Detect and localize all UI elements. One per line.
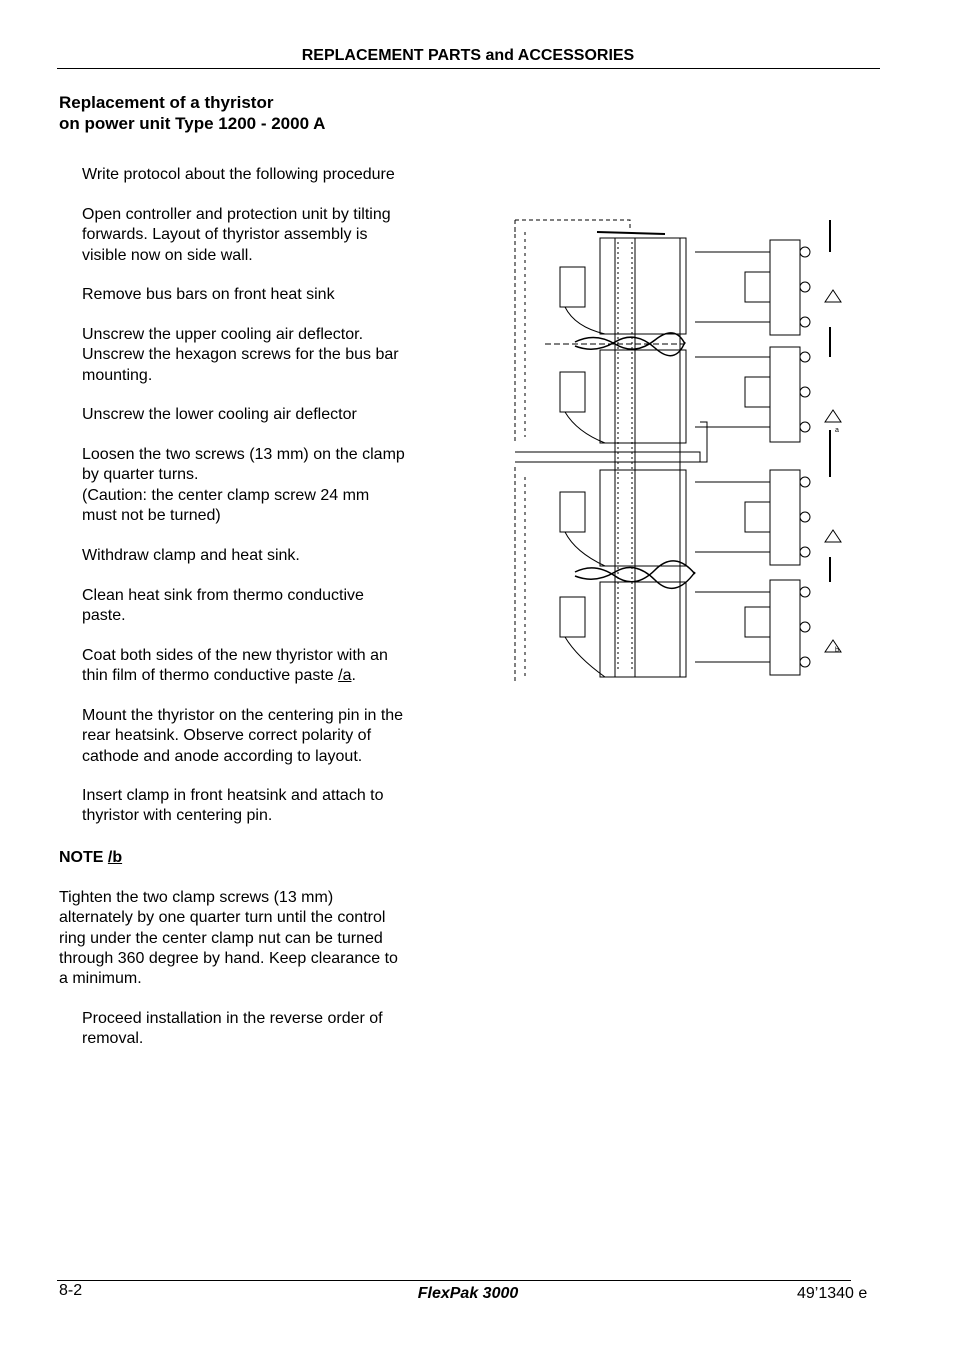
step-text: visible now on side wall. — [82, 246, 253, 264]
note-text-line: through 360 degree by hand. Keep clearance to — [59, 949, 398, 967]
note-text-line: Tighten the two clamp screws (13 mm) — [59, 889, 334, 906]
step-text: forwards. Layout of thyristor assembly is — [82, 226, 368, 244]
step-text: must not be turned) — [82, 506, 221, 524]
procedure-step — [82, 165, 447, 185]
step-text: (Caution: the center clamp screw 24 mm — [82, 486, 370, 504]
note-text-line: a minimum. — [59, 970, 142, 988]
step-text: paste. — [82, 607, 126, 625]
procedure-step — [82, 445, 447, 526]
step-text: Open controller and protection unit by tilting — [82, 206, 391, 223]
procedure-step — [82, 285, 447, 305]
footer-page-number: 8-2 — [59, 1282, 83, 1299]
note-text-line: ring under the center clamp nut can be turned — [59, 929, 383, 947]
footer-document-number: 49’1340 e — [797, 1285, 868, 1302]
procedure-step — [82, 205, 447, 266]
step-text: Unscrew the upper cooling air deflector. — [82, 326, 364, 343]
procedure-step — [82, 706, 447, 767]
figure-labels — [835, 427, 839, 654]
step-text: Loosen the two screws (13 mm) on the clamp — [82, 446, 405, 463]
step-text: Proceed installation in the reverse order of — [82, 1010, 383, 1027]
busbar — [515, 422, 707, 462]
footer-product-name: FlexPak 3000 — [417, 1285, 519, 1302]
figure-reference-a: /a — [338, 667, 352, 685]
procedure-step — [82, 586, 447, 627]
step-text: Unscrew the lower cooling air deflector — [82, 406, 357, 423]
step-text: rear heatsink. Observe correct polarity of — [82, 727, 372, 745]
step-text: Coat both sides of the new thyristor with an — [82, 647, 388, 664]
step-text: Unscrew the hexagon screws for the bus bar — [82, 346, 399, 364]
section-title — [59, 92, 325, 134]
procedure-step — [82, 325, 447, 386]
procedure-step — [82, 405, 447, 425]
section-title-line-1: Replacement of a thyristor — [59, 93, 274, 112]
step-text: Remove bus bars on front heat sink — [82, 286, 335, 303]
step-text: cathode and anode according to layout. — [82, 747, 363, 765]
step-text-prefix: thin film of thermo conductive paste — [82, 667, 339, 685]
step-text-suffix: . — [351, 667, 356, 685]
note-label: NOTE — [59, 849, 108, 866]
clamp-assemblies — [560, 267, 605, 677]
step-text — [82, 666, 447, 686]
step-text: Write protocol about the following procedure — [82, 166, 395, 183]
note-heading — [59, 848, 449, 868]
figure-label-b: b — [835, 647, 839, 654]
procedure-step — [82, 546, 447, 566]
footer-divider — [57, 1280, 851, 1281]
step-text: Withdraw clamp and heat sink. — [82, 547, 300, 564]
figure-label-a: a — [835, 427, 839, 434]
procedure-step — [82, 1009, 447, 1050]
figure-reference-b: /b — [107, 849, 123, 866]
header-divider — [57, 68, 880, 69]
heatsink-stack — [600, 238, 686, 677]
frame-outline — [515, 220, 665, 682]
step-text: thyristor with centering pin. — [82, 807, 273, 825]
section-title-line-2: on power unit Type 1200 - 2000 A — [59, 114, 326, 133]
thyristor-interfaces — [545, 333, 695, 588]
procedure-step — [82, 786, 447, 827]
terminal-blocks — [745, 240, 810, 675]
procedure-step — [82, 646, 447, 687]
step-text: by quarter turns. — [82, 466, 199, 484]
note-text — [59, 888, 449, 989]
step-text: Mount the thyristor on the centering pin in the — [82, 707, 404, 724]
step-text: mounting. — [82, 366, 153, 384]
step-text: removal. — [82, 1030, 144, 1048]
thyristor-assembly-drawing — [505, 212, 875, 742]
leads — [695, 252, 770, 662]
step-text: Clean heat sink from thermo conductive — [82, 587, 364, 604]
step-text: Insert clamp in front heatsink and attach to — [82, 787, 384, 804]
side-indicators — [825, 220, 841, 652]
note-text-line: alternately by one quarter turn until the control — [59, 909, 386, 927]
page-header-title: REPLACEMENT PARTS and ACCESSORIES — [301, 47, 635, 64]
